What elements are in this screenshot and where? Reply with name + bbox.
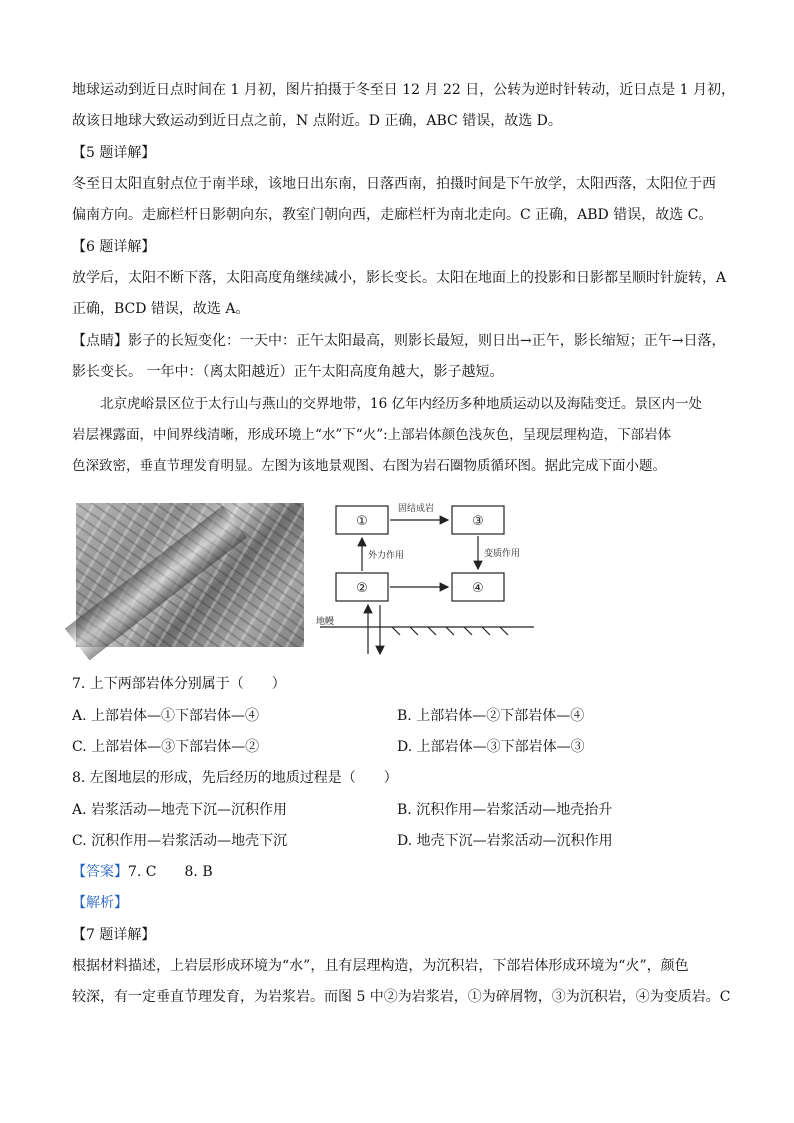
text-line: 地球运动到近日点时间在 1 月初，图片拍摄于冬至日 12 月 22 日，公转为逆时针转动，近日点是 1 月初， [72,82,736,98]
text-line: 偏南方向。走廊栏杆日影朝向东，教室门朝向西，走廊栏杆为南北走向。C 正确，ABD 错误，故选 C。 [72,207,713,223]
material-text: 色深致密，垂直节理发育明显。左图为该地景观图、右图为岩石圈物质循环图。据此完成下面小题。 [72,458,666,474]
ground-label: 地幔 [316,617,335,627]
question-7-option-b: B. 上部岩体—②下部岩体—④ [397,708,585,724]
arrow-label-external-force: 外力作用 [368,551,405,561]
text-line: 放学后，太阳不断下落，太阳高度角继续减小，影长变长。太阳在地面上的投影和日影都呈顺时针旋转，A [72,270,727,286]
material-text: 岩层裸露面，中间界线清晰，形成环境上“水”下“火”:上部岩体颜色浅灰色，呈现层理构造，下部岩体 [72,427,672,443]
text-line: 冬至日太阳直射点位于南半球，该地日出东南，日落西南，拍摄时间是下午放学，太阳西落，太阳位于西 [72,176,716,192]
section-heading: 【6 题详解】 [72,239,156,255]
box-2-label: ② [356,581,368,596]
question-7-option-c: C. 上部岩体—③下部岩体—② [72,739,260,755]
answer-text: 7. C 8. B [128,864,213,880]
box-3-label: ③ [472,514,484,529]
question-8-option-c: C. 沉积作用—岩浆活动—地壳下沉 [72,833,288,849]
rock-cycle-diagram [312,496,542,658]
box-1-label: ① [356,514,368,529]
text-line: 较深，有一定垂直节理发育，为岩浆岩。而图 5 中②为岩浆岩，①为碎屑物，③为沉积岩，④为变质岩。C [72,989,731,1005]
question-8-option-a: A. 岩浆活动—地壳下沉—沉积作用 [72,802,288,818]
box-4-label: ④ [472,581,484,596]
question-8-stem: 8. 左图地层的形成，先后经历的地质过程是（ ） [72,770,398,786]
text-line: 【点睛】影子的长短变化：一天中：正午太阳最高，则影长最短，则日出→正午，影长缩短；正午→日落， [72,333,726,349]
text-line: 影长变长。 一年中：（离太阳越近）正午太阳高度角越大，影子越短。 [72,364,504,380]
section-heading: 【5 题详解】 [72,145,156,161]
question-8-option-b: B. 沉积作用—岩浆活动—地壳抬升 [397,802,613,818]
arrow-label-metamorphism: 变质作用 [484,549,521,559]
text-line: 故该日地球大致运动到近日点之前，N 点附近。D 正确，ABC 错误，故选 D。 [72,113,562,129]
text-line: 根据材料描述，上岩层形成环境为“水”，且有层理构造，为沉积岩，下部岩体形成环境为“火”，颜色 [72,958,689,974]
text-line: 正确，BCD 错误，故选 A。 [72,301,250,317]
answer-line [72,862,213,882]
rock-landscape-photo [76,503,304,647]
question-7-option-a: A. 上部岩体—①下部岩体—④ [72,708,260,724]
question-8-option-d: D. 地壳下沉—岩浆活动—沉积作用 [397,833,613,849]
arrow-label-consolidation: 固结成岩 [398,504,435,514]
answer-label: 【答案】 [72,864,128,880]
question-7-stem: 7. 上下两部岩体分别属于（ ） [72,676,286,692]
analysis-label: 【解析】 [72,895,128,911]
material-text: 北京虎峪景区位于太行山与燕山的交界地带，16 亿年内经历多种地质运动以及海陆变迁。景区内一处 [100,396,702,412]
question-7-option-d: D. 上部岩体—③下部岩体—③ [397,739,585,755]
section-heading: 【7 题详解】 [72,927,156,943]
